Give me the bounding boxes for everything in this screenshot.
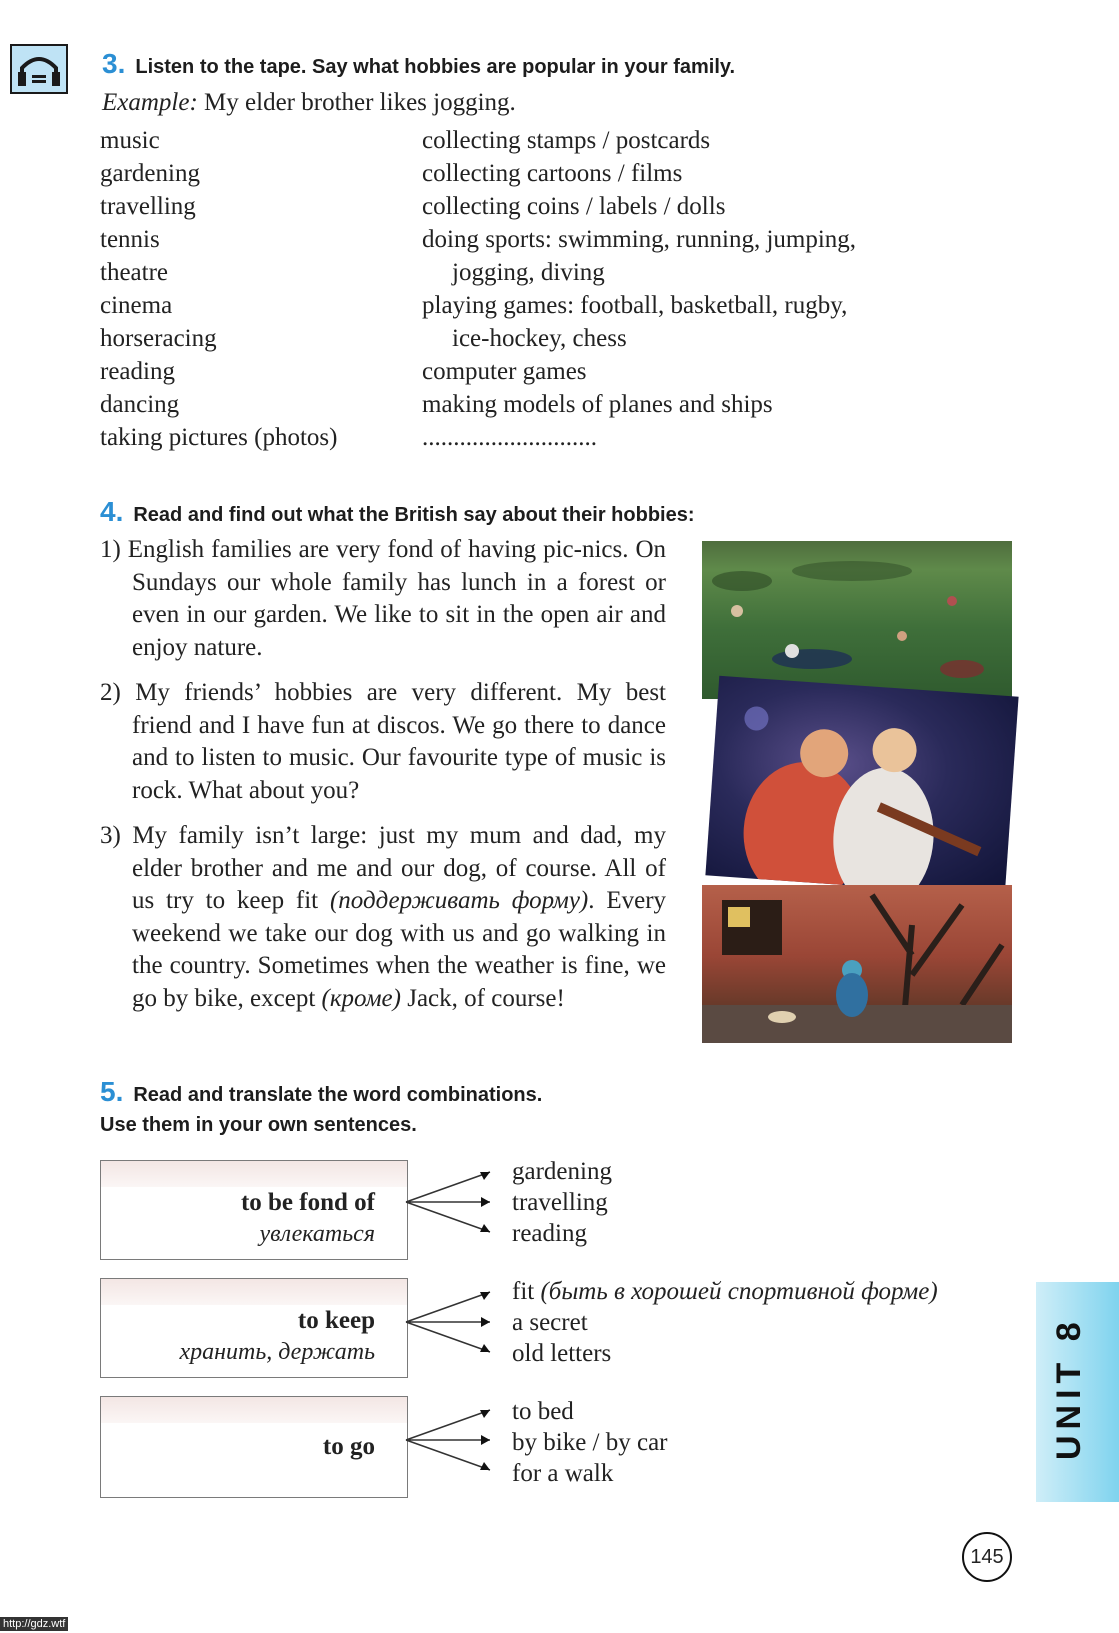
list-item: doing sports: swimming, running, jumping, bbox=[422, 226, 857, 253]
phrase: to be fond of bbox=[240, 1189, 375, 1216]
page-number: 145 bbox=[962, 1532, 1012, 1582]
arrows-icon bbox=[404, 1282, 496, 1362]
rock-concert-photo bbox=[705, 676, 1018, 896]
list-item: gardening bbox=[100, 160, 200, 187]
word-box-keep bbox=[100, 1278, 408, 1378]
watermark: http://gdz.wtf bbox=[0, 1617, 68, 1631]
list-item: gardening bbox=[512, 1158, 612, 1185]
list-item: travelling bbox=[512, 1189, 608, 1216]
list-item: to bed bbox=[512, 1398, 574, 1425]
list-item: old letters bbox=[512, 1340, 612, 1367]
hobby-text-1 bbox=[100, 534, 666, 664]
combination-list bbox=[512, 1276, 938, 1369]
headphones-icon bbox=[10, 44, 68, 94]
phrase: to go bbox=[322, 1433, 375, 1460]
list-item: computer games bbox=[422, 358, 587, 385]
hobby-list-left bbox=[100, 124, 337, 454]
exercise-instruction-2: Use them in your own sentences. bbox=[100, 1114, 417, 1136]
list-item: collecting coins / labels / dolls bbox=[422, 193, 726, 220]
translation-note: (кроме) bbox=[321, 984, 401, 1012]
list-item: a secret bbox=[512, 1309, 588, 1336]
exercise-5-heading bbox=[100, 1076, 542, 1108]
picnic-photo bbox=[702, 541, 1012, 699]
exercise-instruction: Read and translate the word combinations. bbox=[133, 1084, 543, 1106]
list-item: horseracing bbox=[100, 325, 217, 352]
combination-list bbox=[512, 1396, 668, 1489]
hobby-list-right bbox=[422, 124, 856, 454]
list-item: music bbox=[100, 127, 160, 154]
list-item: making models of planes and ships bbox=[422, 391, 773, 418]
exercise-number: 3. bbox=[102, 48, 126, 79]
word-box-be-fond-of bbox=[100, 1160, 408, 1260]
example-line bbox=[102, 86, 516, 119]
paragraph: 1) English families are very fond of having pic-nics. On Sundays our whole family has lunch in a forest or even in our garden. We like to sit in the open air and enjoy nature. bbox=[100, 536, 666, 661]
list-item bbox=[512, 1276, 938, 1307]
list-item: theatre bbox=[100, 259, 169, 286]
list-item: by bike / by car bbox=[512, 1429, 668, 1456]
exercise-3-heading bbox=[102, 48, 735, 80]
list-item-word: fit bbox=[512, 1278, 535, 1305]
dog-walk-photo bbox=[702, 885, 1012, 1043]
arrows-icon bbox=[404, 1162, 496, 1242]
unit-label: UNIT 8 bbox=[1050, 1316, 1088, 1460]
hobby-text-3 bbox=[100, 820, 666, 1015]
list-item: taking pictures (photos) bbox=[100, 424, 338, 451]
hobby-text-2 bbox=[100, 677, 666, 807]
exercise-number: 5. bbox=[100, 1076, 124, 1107]
word-box-go bbox=[100, 1396, 408, 1498]
translation-note: (быть в хорошей спортивной форме) bbox=[540, 1278, 938, 1305]
list-item: ............................ bbox=[422, 424, 597, 451]
paragraph bbox=[100, 820, 666, 1015]
list-item: collecting cartoons / films bbox=[422, 160, 683, 187]
paragraph-text: . Every weekend we take our dog with us and go walking in the country. Sometimes when the weather is fine, we go by bike, except bbox=[132, 887, 667, 1012]
arrows-icon bbox=[404, 1400, 496, 1480]
list-item: playing games: football, basketball, rugby, bbox=[422, 292, 848, 319]
list-item: ice-hockey, chess bbox=[452, 325, 627, 352]
paragraph-text: Jack, of course! bbox=[407, 984, 565, 1012]
list-item: tennis bbox=[100, 226, 160, 253]
list-item: travelling bbox=[100, 193, 196, 220]
exercise-instruction: Read and find out what the British say about their hobbies: bbox=[133, 504, 695, 526]
combination-list bbox=[512, 1156, 612, 1249]
example-label: Example: bbox=[102, 89, 198, 116]
example-text: My elder brother likes jogging. bbox=[204, 89, 516, 116]
list-item: collecting stamps / postcards bbox=[422, 127, 711, 154]
list-item: cinema bbox=[100, 292, 173, 319]
list-item: for a walk bbox=[512, 1460, 614, 1487]
list-item: reading bbox=[512, 1220, 587, 1247]
exercise-4-heading bbox=[100, 496, 695, 528]
list-item: dancing bbox=[100, 391, 180, 418]
list-item: jogging, diving bbox=[452, 259, 605, 286]
list-item: reading bbox=[100, 358, 175, 385]
translation-note: (поддерживать форму) bbox=[329, 887, 589, 914]
paragraph: 2) My friends’ hobbies are very different. My best friend and I have fun at discos. We go there to dance and to listen to music. Our favourite type of music is rock. What about you? bbox=[100, 679, 666, 804]
exercise-number: 4. bbox=[100, 496, 124, 527]
phrase-translation: увлекаться bbox=[259, 1221, 375, 1247]
paragraph-text: 3) My family isn’t large: just my mum and dad, my elder brother and me and our dog, of course. All of us try to keep fit bbox=[100, 822, 666, 914]
exercise-instruction: Listen to the tape. Say what hobbies are popular in your family. bbox=[135, 56, 736, 78]
phrase-translation: хранить, держать bbox=[179, 1339, 375, 1365]
phrase: to keep bbox=[297, 1307, 375, 1334]
